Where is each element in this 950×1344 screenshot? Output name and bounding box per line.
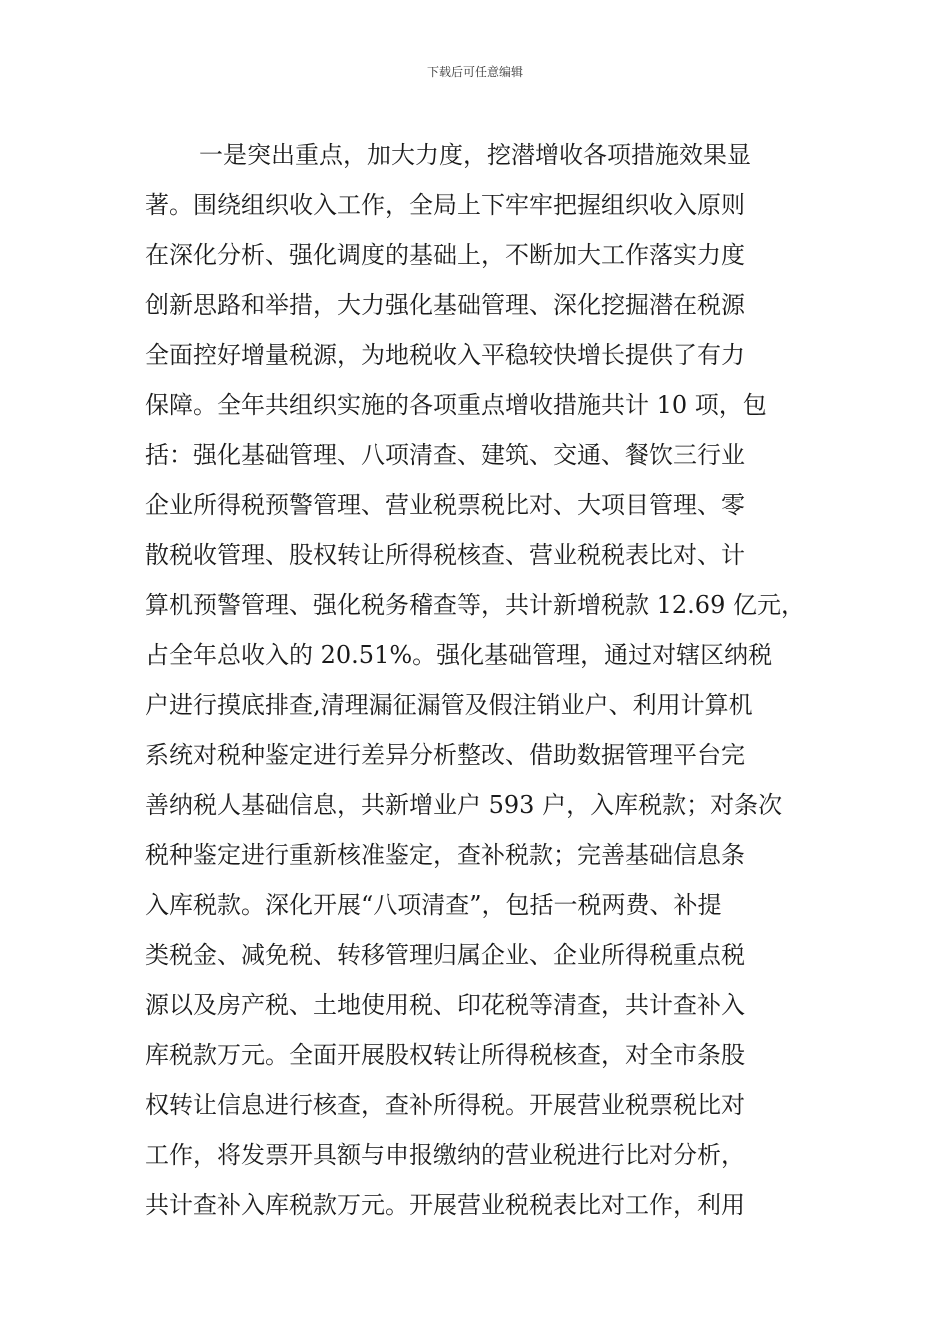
text-line: 库税款万元。全面开展股权转让所得税核查，对全市条股 bbox=[145, 1041, 745, 1069]
text-line: 共计查补入库税款万元。开展营业税税表比对工作，利用 bbox=[145, 1191, 745, 1219]
text-line: 著。围绕组织收入工作，全局上下牢牢把握组织收入原则 bbox=[145, 191, 745, 219]
text-line: 工作，将发票开具额与申报缴纳的营业税进行比对分析， bbox=[145, 1141, 745, 1169]
text-line: 在深化分析、强化调度的基础上，不断加大工作落实力度 bbox=[145, 241, 745, 269]
text-line: 类税金、减免税、转移管理归属企业、企业所得税重点税 bbox=[145, 941, 745, 969]
text-line: 权转让信息进行核查，查补所得税。开展营业税票税比对 bbox=[145, 1091, 745, 1119]
text-line: 源以及房产税、土地使用税、印花税等清查，共计查补入 bbox=[145, 991, 745, 1019]
text-line: 括：强化基础管理、八项清查、建筑、交通、餐饮三行业 bbox=[145, 441, 745, 469]
text-line: 户进行摸底排查,清理漏征漏管及假注销业户、利用计算机 bbox=[145, 691, 753, 719]
text-line: 占全年总收入的 20.51%。强化基础管理，通过对辖区纳税 bbox=[145, 641, 773, 669]
text-line: 算机预警管理、强化税务稽查等，共计新增税款 12.69 亿元， bbox=[145, 591, 805, 619]
text-line: 系统对税种鉴定进行差异分析整改、借助数据管理平台完 bbox=[145, 741, 745, 769]
body-paragraph bbox=[145, 130, 825, 1230]
text-line: 入库税款。深化开展“八项清查”，包括一税两费、补提 bbox=[145, 891, 722, 919]
page-header: 下载后可任意编辑 bbox=[426, 65, 523, 79]
text-line: 企业所得税预警管理、营业税票税比对、大项目管理、零 bbox=[145, 491, 745, 519]
text-line: 一是突出重点，加大力度，挖潜增收各项措施效果显 bbox=[199, 141, 751, 169]
text-line: 保障。全年共组织实施的各项重点增收措施共计 10 项，包 bbox=[145, 391, 767, 419]
text-line: 税种鉴定进行重新核准鉴定，查补税款；完善基础信息条 bbox=[145, 841, 745, 869]
text-line: 善纳税人基础信息，共新增业户 593 户，入库税款；对条次 bbox=[145, 791, 783, 819]
text-line: 全面控好增量税源，为地税收入平稳较快增长提供了有力 bbox=[145, 341, 745, 369]
text-line: 创新思路和举措，大力强化基础管理、深化挖掘潜在税源 bbox=[145, 291, 745, 319]
text-line: 散税收管理、股权转让所得税核查、营业税税表比对、计 bbox=[145, 541, 745, 569]
